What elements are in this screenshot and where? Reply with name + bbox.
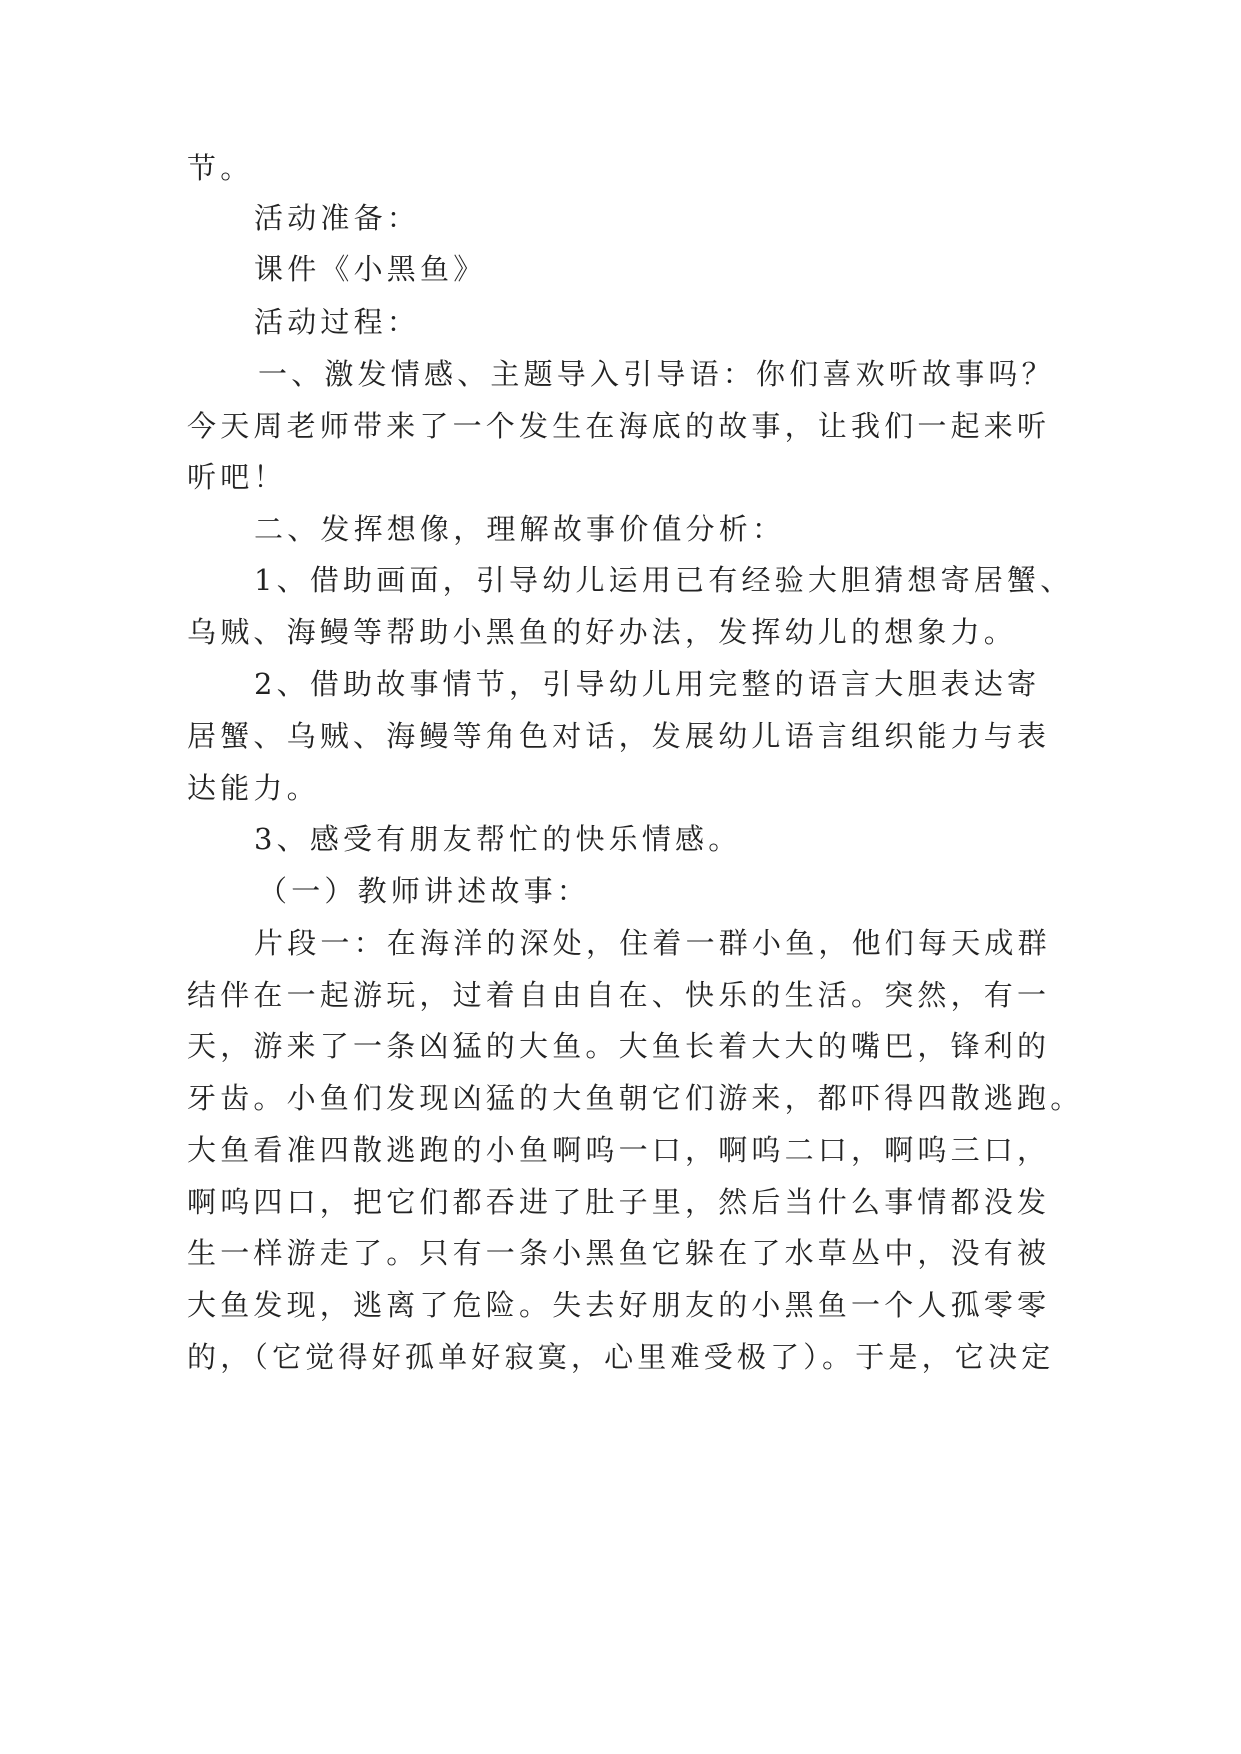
text-line: 天，游来了一条凶猛的大鱼。大鱼长着大大的嘴巴，锋利的 — [187, 1029, 1051, 1063]
text-line: 居蟹、乌贼、海鳗等角色对话，发展幼儿语言组织能力与表 — [187, 719, 1051, 753]
text-line: 3、感受有朋友帮忙的快乐情感。 — [254, 822, 742, 856]
text-line: 今天周老师带来了一个发生在海底的故事，让我们一起来听 — [187, 409, 1051, 443]
text-line: 二、发挥想像，理解故事价值分析： — [254, 512, 786, 546]
text-line: 牙齿。小鱼们发现凶猛的大鱼朝它们游来，都吓得四散逃跑。 — [187, 1081, 1084, 1115]
text-line: 课件《小黑鱼》 — [254, 252, 487, 286]
text-line: 1、借助画面，引导幼儿运用已有经验大胆猜想寄居蟹、 — [254, 563, 1074, 597]
text-line: 片段一：在海洋的深处，住着一群小鱼，他们每天成群 — [254, 926, 1051, 960]
text-line: 的，（它觉得好孤单好寂寞，心里难受极了）。于是，它决定 — [187, 1340, 1055, 1374]
text-line: 大鱼发现，逃离了危险。失去好朋友的小黑鱼一个人孤零零 — [187, 1288, 1051, 1322]
text-line: 生一样游走了。只有一条小黑鱼它躲在了水草丛中，没有被 — [187, 1236, 1051, 1270]
text-line: 乌贼、海鳗等帮助小黑鱼的好办法，发挥幼儿的想象力。 — [187, 615, 1018, 649]
text-line: 活动准备： — [254, 201, 421, 235]
text-line: 大鱼看准四散逃跑的小鱼啊呜一口，啊呜二口，啊呜三口， — [187, 1133, 1051, 1167]
text-line: 节。 — [187, 151, 254, 185]
text-line: 2、借助故事情节，引导幼儿用完整的语言大胆表达寄 — [254, 667, 1041, 701]
text-line: 达能力。 — [187, 771, 320, 805]
text-line: 结伴在一起游玩，过着自由自在、快乐的生活。突然，有一 — [187, 978, 1051, 1012]
text-line: 一、激发情感、主题导入引导语：你们喜欢听故事吗？ — [258, 357, 1055, 391]
text-line: （一）教师讲述故事： — [258, 874, 591, 908]
text-line: 听吧！ — [187, 460, 287, 494]
text-line: 活动过程： — [254, 305, 421, 339]
text-line: 啊呜四口，把它们都吞进了肚子里，然后当什么事情都没发 — [187, 1185, 1051, 1219]
